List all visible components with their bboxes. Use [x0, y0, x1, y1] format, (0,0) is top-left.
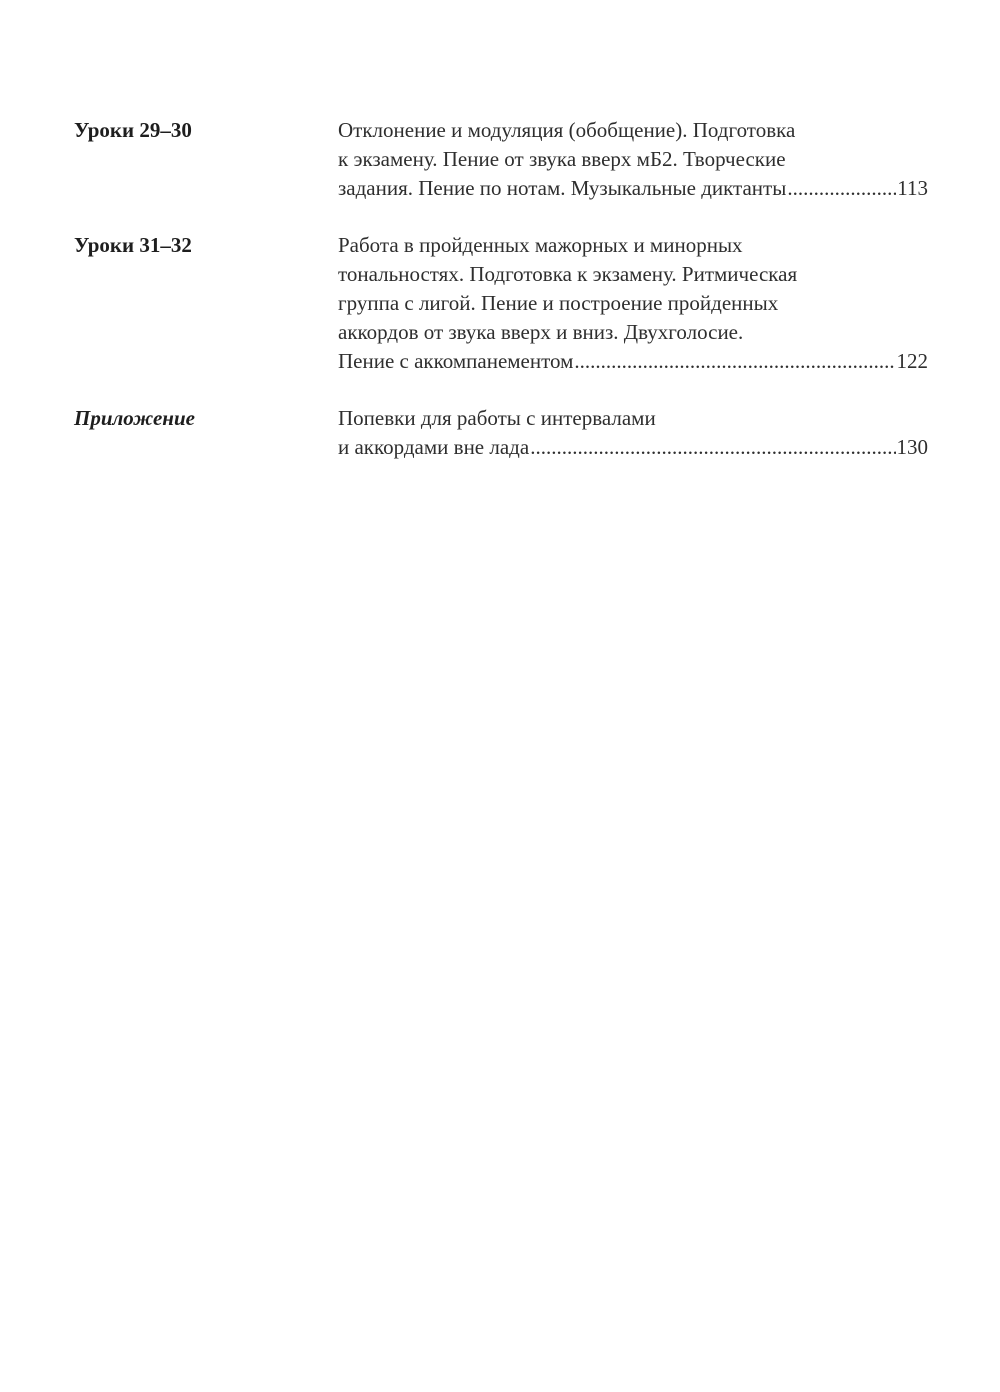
toc-entry-line: Пение с аккомпанементом — [338, 349, 574, 373]
toc-entry-line: и аккордами вне лада — [338, 435, 530, 459]
toc-entry-line: Работа в пройденных мажорных и минорных — [338, 233, 743, 257]
toc-entry-last-line — [338, 433, 928, 462]
toc-entry-description — [338, 231, 928, 376]
toc-entry-label: Приложение — [74, 406, 195, 430]
toc-entry-last-line — [338, 347, 928, 376]
toc-entry-line: Отклонение и модуляция (обобщение). Подготовка — [338, 118, 796, 142]
dot-leader — [574, 347, 895, 376]
toc-entry-appendix[interactable] — [74, 404, 928, 462]
dot-leader — [530, 433, 895, 462]
page-number[interactable]: 122 — [896, 349, 928, 373]
toc-entry-last-line — [338, 174, 928, 203]
toc-entry-line: задания. Пение по нотам. Музыкальные диктанты — [338, 176, 787, 200]
toc-entry-lessons-29-30[interactable] — [74, 116, 928, 203]
dot-leader — [787, 174, 896, 203]
toc-entry-line: к экзамену. Пение от звука вверх мБ2. Творческие — [338, 147, 786, 171]
page-number[interactable]: 130 — [896, 435, 928, 459]
toc-entry-label: Уроки 31–32 — [74, 233, 192, 257]
page-number[interactable]: 113 — [897, 176, 928, 200]
toc-entry-line: тональностях. Подготовка к экзамену. Ритмическая — [338, 262, 798, 286]
toc-entry-lessons-31-32[interactable] — [74, 231, 928, 376]
toc-entry-line: аккордов от звука вверх и вниз. Двухголосие. — [338, 320, 744, 344]
toc-entry-label: Уроки 29–30 — [74, 118, 192, 142]
toc-entry-description — [338, 116, 928, 203]
toc-entry-description — [338, 404, 928, 462]
toc-entry-line: Попевки для работы с интервалами — [338, 406, 656, 430]
toc-entry-line: группа с лигой. Пение и построение пройденных — [338, 291, 779, 315]
table-of-contents — [74, 116, 928, 462]
